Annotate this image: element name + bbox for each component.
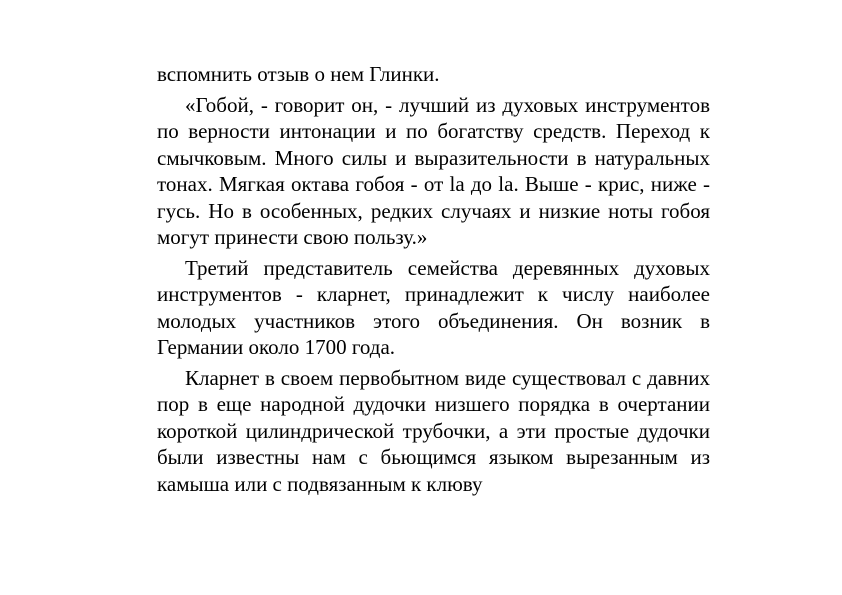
paragraph-clarinet-origin: Третий представитель семейства деревянных духовых инструментов - кларнет, принадлежит к числу наиболее молодых участников этого объединения. Он возник в Германии около 1700 года.: [157, 255, 710, 359]
paragraph-intro: вспомнить отзыв о нем Глинки.: [157, 62, 440, 86]
paragraph-glinka-quote: «Гобой, - говорит он, - лучший из духовых инструментов по верности интонации и по богатству средств. Переход к смычковым. Много силы и выразительности в натуральных тонах. Мягкая октава гобоя - от la до la. Выше - крис, ниже - гусь. Но в особенных, редких случаях и низкие ноты гобоя могут принести свою пользу.»: [157, 92, 710, 249]
body-text: [157, 61, 710, 497]
paragraph-clarinet-history: Кларнет в своем первобытном виде существовал с давних пор в еще народной дудочки низшего порядка в очертании короткой цилиндрической трубочки, а эти простые дудочки были известны нам с бьющимся языком вырезанным из камыша или с подвязанным к клюву: [157, 365, 710, 496]
